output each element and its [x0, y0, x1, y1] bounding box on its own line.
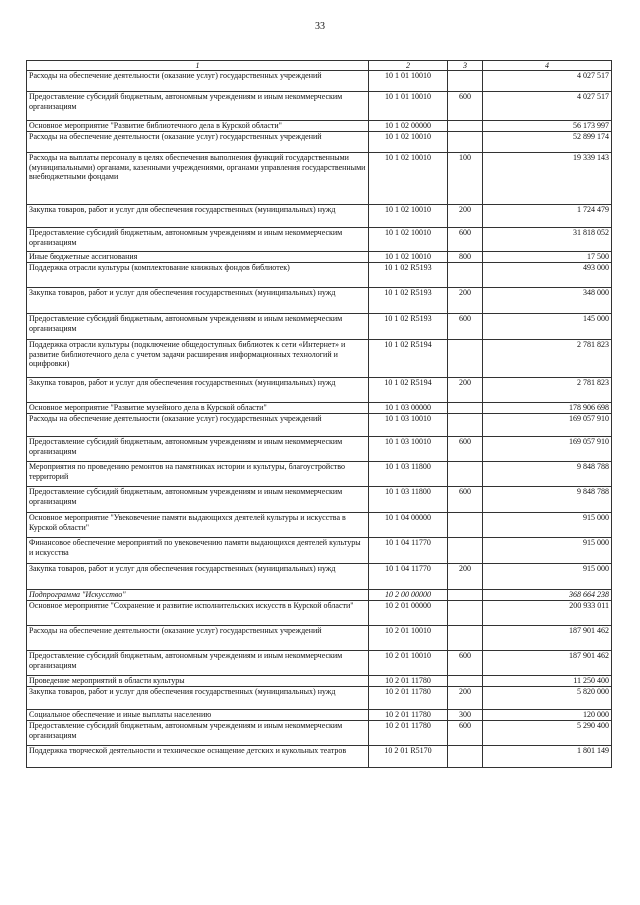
row-name-cell: Расходы на выплаты персоналу в целях обеспечения выполнения функций государственными (муниципальными) органами, казенными учреждениями, органами управления государственными внебюджетными фондами	[27, 153, 369, 205]
row-name-cell: Основное мероприятие "Развитие библиотечного дела в Курской области"	[27, 121, 369, 132]
row-type-cell	[448, 132, 483, 153]
row-name-cell: Проведение мероприятий в области культуры	[27, 676, 369, 687]
row-type-cell: 600	[448, 314, 483, 340]
table-row	[27, 626, 612, 651]
row-sum-cell: 187 901 462	[483, 626, 612, 651]
row-code-cell: 10 1 02 10010	[369, 153, 448, 205]
row-type-cell	[448, 746, 483, 768]
row-sum-cell: 200 933 011	[483, 601, 612, 626]
row-code-cell: 10 1 03 11800	[369, 462, 448, 487]
row-type-cell	[448, 340, 483, 378]
row-sum-cell: 169 057 910	[483, 414, 612, 437]
row-name-cell: Основное мероприятие "Увековечение памяти выдающихся деятелей культуры и искусства в Курской области"	[27, 513, 369, 538]
row-type-cell: 600	[448, 92, 483, 121]
row-sum-cell: 915 000	[483, 513, 612, 538]
table-row	[27, 462, 612, 487]
table-row	[27, 205, 612, 228]
row-type-cell: 100	[448, 153, 483, 205]
row-type-cell: 600	[448, 721, 483, 746]
row-type-cell	[448, 403, 483, 414]
row-name-cell: Поддержка творческой деятельности и техническое оснащение детских и кукольных театров	[27, 746, 369, 768]
table-row	[27, 487, 612, 513]
row-sum-cell: 19 339 143	[483, 153, 612, 205]
row-name-cell: Иные бюджетные ассигнования	[27, 252, 369, 263]
row-sum-cell: 120 000	[483, 710, 612, 721]
row-code-cell: 10 1 02 R5194	[369, 378, 448, 403]
row-sum-cell: 9 848 788	[483, 462, 612, 487]
row-code-cell: 10 1 02 R5194	[369, 340, 448, 378]
row-name-cell: Финансовое обеспечение мероприятий по увековечению памяти выдающихся деятелей культуры и искусства	[27, 538, 369, 564]
row-name-cell: Расходы на обеспечение деятельности (оказание услуг) государственных учреждений	[27, 414, 369, 437]
header-col-4: 4	[483, 61, 612, 71]
row-code-cell: 10 1 04 11770	[369, 564, 448, 590]
row-type-cell: 600	[448, 228, 483, 252]
row-code-cell: 10 1 03 10010	[369, 414, 448, 437]
row-sum-cell: 915 000	[483, 564, 612, 590]
table-row	[27, 687, 612, 710]
row-sum-cell: 368 664 238	[483, 590, 612, 601]
row-name-cell: Подпрограмма "Искусство"	[27, 590, 369, 601]
row-sum-cell: 4 027 517	[483, 71, 612, 92]
row-sum-cell: 2 781 823	[483, 378, 612, 403]
row-name-cell: Социальное обеспечение и иные выплаты населению	[27, 710, 369, 721]
table-row	[27, 314, 612, 340]
row-name-cell: Расходы на обеспечение деятельности (оказание услуг) государственных учреждений	[27, 71, 369, 92]
table-row	[27, 414, 612, 437]
row-type-cell	[448, 601, 483, 626]
row-type-cell: 200	[448, 378, 483, 403]
table-row	[27, 590, 612, 601]
table-row	[27, 228, 612, 252]
header-col-1: 1	[27, 61, 369, 71]
row-sum-cell: 2 781 823	[483, 340, 612, 378]
row-name-cell: Закупка товаров, работ и услуг для обеспечения государственных (муниципальных) нужд	[27, 205, 369, 228]
row-type-cell: 600	[448, 437, 483, 462]
row-type-cell	[448, 676, 483, 687]
row-code-cell: 10 1 02 R5193	[369, 263, 448, 288]
table-row	[27, 121, 612, 132]
row-sum-cell: 187 901 462	[483, 651, 612, 676]
row-type-cell	[448, 462, 483, 487]
table-row	[27, 403, 612, 414]
row-code-cell: 10 1 04 11770	[369, 538, 448, 564]
row-sum-cell: 31 818 052	[483, 228, 612, 252]
row-sum-cell: 493 000	[483, 263, 612, 288]
row-code-cell: 10 2 01 00000	[369, 601, 448, 626]
row-code-cell: 10 1 03 10010	[369, 437, 448, 462]
row-code-cell: 10 1 04 00000	[369, 513, 448, 538]
row-name-cell: Расходы на обеспечение деятельности (оказание услуг) государственных учреждений	[27, 626, 369, 651]
table-row	[27, 513, 612, 538]
budget-table	[26, 60, 612, 768]
table-row	[27, 263, 612, 288]
row-name-cell: Расходы на обеспечение деятельности (оказание услуг) государственных учреждений	[27, 132, 369, 153]
row-type-cell	[448, 538, 483, 564]
row-code-cell: 10 1 02 10010	[369, 205, 448, 228]
row-code-cell: 10 1 02 10010	[369, 228, 448, 252]
row-name-cell: Предоставление субсидий бюджетным, автономным учреждениям и иным некоммерческим организациям	[27, 721, 369, 746]
table-row	[27, 538, 612, 564]
table-row	[27, 746, 612, 768]
row-sum-cell: 1 724 479	[483, 205, 612, 228]
row-code-cell: 10 1 03 11800	[369, 487, 448, 513]
header-row	[27, 61, 612, 71]
table-row	[27, 252, 612, 263]
row-name-cell: Предоставление субсидий бюджетным, автономным учреждениям и иным некоммерческим организациям	[27, 314, 369, 340]
row-name-cell: Поддержка отрасли культуры (комплектование книжных фондов библиотек)	[27, 263, 369, 288]
header-col-2: 2	[369, 61, 448, 71]
row-type-cell: 300	[448, 710, 483, 721]
row-code-cell: 10 1 02 00000	[369, 121, 448, 132]
row-sum-cell: 169 057 910	[483, 437, 612, 462]
page-number: 33	[315, 21, 325, 32]
row-name-cell: Поддержка отрасли культуры (подключение общедоступных библиотек к сети «Интернет» и развитие библиотечного дела с учетом задачи расширения информационных технологий и оцифровки)	[27, 340, 369, 378]
row-code-cell: 10 2 00 00000	[369, 590, 448, 601]
row-sum-cell: 178 906 698	[483, 403, 612, 414]
row-sum-cell: 348 000	[483, 288, 612, 314]
table-row	[27, 153, 612, 205]
row-sum-cell: 9 848 788	[483, 487, 612, 513]
row-code-cell: 10 1 01 10010	[369, 92, 448, 121]
table-row	[27, 92, 612, 121]
row-code-cell: 10 1 02 R5193	[369, 314, 448, 340]
row-code-cell: 10 2 01 R5170	[369, 746, 448, 768]
table-row	[27, 651, 612, 676]
row-code-cell: 10 2 01 11780	[369, 676, 448, 687]
table-row	[27, 288, 612, 314]
row-type-cell: 200	[448, 288, 483, 314]
row-type-cell	[448, 626, 483, 651]
row-code-cell: 10 2 01 10010	[369, 626, 448, 651]
row-type-cell: 600	[448, 487, 483, 513]
row-type-cell	[448, 590, 483, 601]
row-type-cell	[448, 414, 483, 437]
table-row	[27, 340, 612, 378]
row-name-cell: Мероприятия по проведению ремонтов на памятниках истории и культуры, благоустройство территорий	[27, 462, 369, 487]
row-name-cell: Предоставление субсидий бюджетным, автономным учреждениям и иным некоммерческим организациям	[27, 92, 369, 121]
table-row	[27, 601, 612, 626]
row-name-cell: Закупка товаров, работ и услуг для обеспечения государственных (муниципальных) нужд	[27, 288, 369, 314]
table-row	[27, 564, 612, 590]
row-name-cell: Предоставление субсидий бюджетным, автономным учреждениям и иным некоммерческим организациям	[27, 487, 369, 513]
table-row	[27, 676, 612, 687]
row-sum-cell: 145 000	[483, 314, 612, 340]
row-sum-cell: 915 000	[483, 538, 612, 564]
row-code-cell: 10 1 03 00000	[369, 403, 448, 414]
row-name-cell: Предоставление субсидий бюджетным, автономным учреждениям и иным некоммерческим организациям	[27, 228, 369, 252]
table-row	[27, 132, 612, 153]
table-row	[27, 721, 612, 746]
row-name-cell: Предоставление субсидий бюджетным, автономным учреждениям и иным некоммерческим организациям	[27, 437, 369, 462]
row-code-cell: 10 1 02 10010	[369, 132, 448, 153]
row-sum-cell: 11 250 400	[483, 676, 612, 687]
row-name-cell: Основное мероприятие "Развитие музейного дела в Курской области"	[27, 403, 369, 414]
row-type-cell: 200	[448, 564, 483, 590]
row-type-cell	[448, 121, 483, 132]
table-row	[27, 437, 612, 462]
row-code-cell: 10 1 02 R5193	[369, 288, 448, 314]
row-type-cell: 200	[448, 687, 483, 710]
row-code-cell: 10 1 02 10010	[369, 252, 448, 263]
header-col-3: 3	[448, 61, 483, 71]
table-row	[27, 71, 612, 92]
row-type-cell: 200	[448, 205, 483, 228]
row-code-cell: 10 2 01 11780	[369, 710, 448, 721]
row-type-cell: 800	[448, 252, 483, 263]
row-type-cell: 600	[448, 651, 483, 676]
row-name-cell: Предоставление субсидий бюджетным, автономным учреждениям и иным некоммерческим организациям	[27, 651, 369, 676]
table-row	[27, 378, 612, 403]
row-name-cell: Закупка товаров, работ и услуг для обеспечения государственных (муниципальных) нужд	[27, 564, 369, 590]
row-name-cell: Основное мероприятие "Сохранение и развитие исполнительских искусств в Курской области"	[27, 601, 369, 626]
row-sum-cell: 1 801 149	[483, 746, 612, 768]
row-type-cell	[448, 513, 483, 538]
row-type-cell	[448, 263, 483, 288]
row-sum-cell: 4 027 517	[483, 92, 612, 121]
row-code-cell: 10 1 01 10010	[369, 71, 448, 92]
row-sum-cell: 17 500	[483, 252, 612, 263]
row-code-cell: 10 2 01 10010	[369, 651, 448, 676]
row-name-cell: Закупка товаров, работ и услуг для обеспечения государственных (муниципальных) нужд	[27, 378, 369, 403]
row-sum-cell: 5 290 400	[483, 721, 612, 746]
table-row	[27, 710, 612, 721]
row-sum-cell: 52 899 174	[483, 132, 612, 153]
row-sum-cell: 5 820 000	[483, 687, 612, 710]
row-code-cell: 10 2 01 11780	[369, 687, 448, 710]
row-type-cell	[448, 71, 483, 92]
row-code-cell: 10 2 01 11780	[369, 721, 448, 746]
row-name-cell: Закупка товаров, работ и услуг для обеспечения государственных (муниципальных) нужд	[27, 687, 369, 710]
row-sum-cell: 56 173 997	[483, 121, 612, 132]
